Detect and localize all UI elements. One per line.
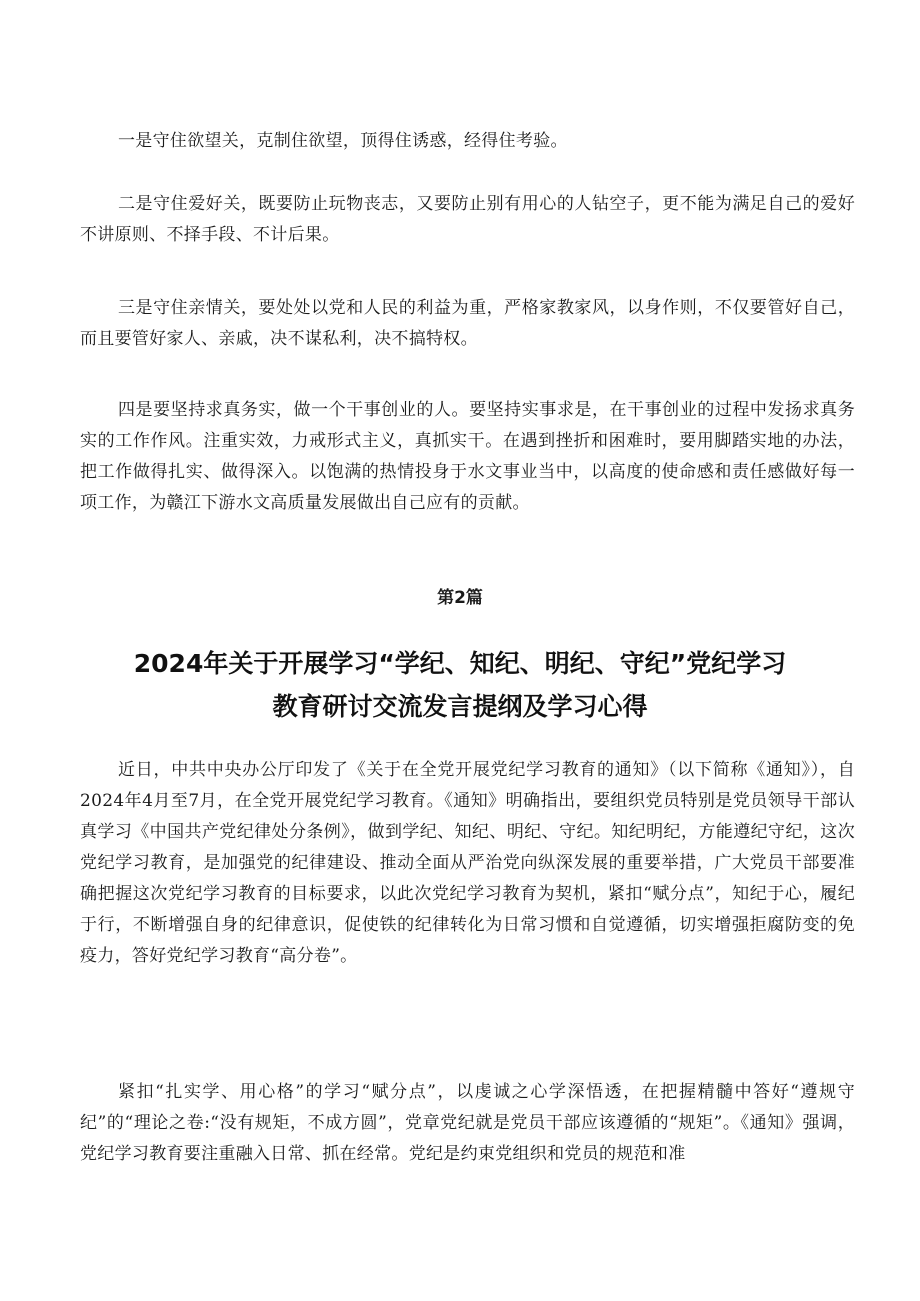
document-title-line-1: 2024年关于开展学习“学纪、知纪、明纪、守纪”党纪学习 [133, 649, 787, 678]
paragraph-hobby-gate: 二是守住爱好关，既要防止玩物丧志，又要防止别有用心的人钻空子，更不能为满足自己的爱好不讲原则、不择手段、不计后果。 [80, 194, 855, 245]
paragraph-desire-gate: 一是守住欲望关，克制住欲望，顶得住诱惑，经得住考验。 [118, 131, 568, 151]
paragraph-family-gate: 三是守住亲情关，要处处以党和人民的利益为重，严格家教家风，以身作则，不仅要管好自己，而且要管好家人、亲戚，决不谋私利，决不搞特权。 [80, 298, 855, 349]
paragraph-notice-intro: 近日，中共中央办公厅印发了《关于在全党开展党纪学习教育的通知》（以下简称《通知》），自2024年4月至7月，在全党开展党纪学习教育。《通知》明确指出，要组织党员特别是党员领导干部认真学习《中国共产党纪律处分条例》，做到学纪、知纪、明纪、守纪。知纪明纪，方能遵纪守纪，这次党纪学习教育，是加强党的纪律建设、推动全面从严治党向纵深发展的重要举措，广大党员干部要准确把握这次党纪学习教育的目标要求，以此次党纪学习教育为契机，紧扣“赋分点”，知纪于心，履纪于行，不断增强自身的纪律意识，促使铁的纪律转化为日常习惯和自觉遵循，切实增强拒腐防变的免疫力，答好党纪学习教育“高分卷”。 [80, 760, 855, 966]
chapter-label: 第2篇 [437, 588, 483, 608]
document-title [60, 642, 860, 728]
paragraph-pragmatism: 四是要坚持求真务实，做一个干事创业的人。要坚持实事求是，在干事创业的过程中发扬求真务实的工作作风。注重实效，力戒形式主义，真抓实干。在遇到挫折和困难时，要用脚踏实地的办法，把工作做得扎实、做得深入。以饱满的热情投身于水文事业当中，以高度的使命感和责任感做好每一项工作，为赣江下游水文高质量发展做出自己应有的贡献。 [80, 400, 855, 513]
paragraph-study-point: 紧扣“扎实学、用心格”的学习“赋分点”，以虔诚之心学深悟透，在把握精髓中答好“遵规守纪”的“理论之卷:“没有规矩，不成方圆”，党章党纪就是党员干部应该遵循的“规矩”。《通知》强调，党纪学习教育要注重融入日常、抓在经常。党纪是约束党组织和党员的规范和准 [80, 1082, 855, 1164]
document-title-line-2: 教育研讨交流发言提纲及学习心得 [272, 692, 648, 721]
